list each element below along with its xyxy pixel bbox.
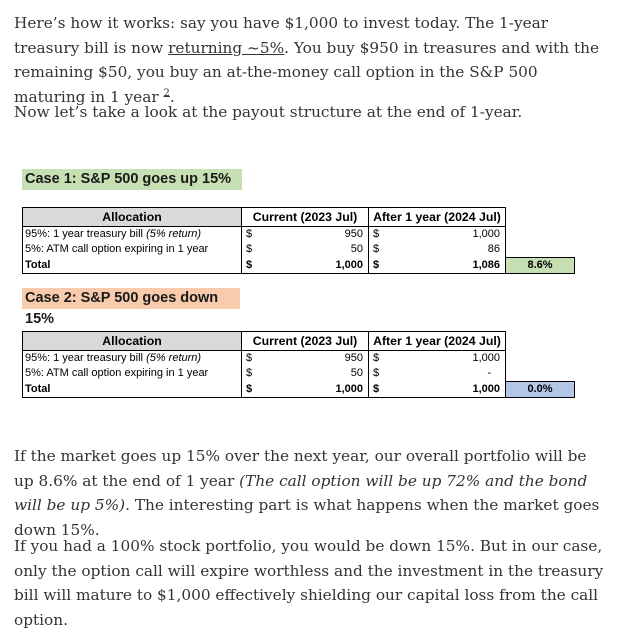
current-header: Current (2023 Jul)	[242, 208, 369, 227]
table-row	[23, 366, 575, 382]
return-percent: 0.0%	[506, 382, 575, 398]
total-after: $ 1,000	[369, 382, 506, 398]
case2-label: Case 2: S&P 500 goes down 15%	[22, 288, 240, 309]
after-value: $ 1,000	[369, 227, 506, 243]
total-current: $ 1,000	[242, 258, 369, 274]
after-value: $ -	[369, 366, 506, 382]
intro-text-2: . You buy $950 in treasures and with the remaining $50, you buy an at-the-money call option in the S&P 500 maturing in 1 year	[14, 38, 600, 106]
treasury-return-link[interactable]: returning ~5%	[168, 38, 285, 57]
current-value: $ 950	[246, 352, 363, 364]
current-header: Current (2023 Jul)	[242, 332, 369, 351]
intro-text-1: Here’s how it works: say you have $1,000 to invest today. The 1-year treasury bill is now	[14, 14, 549, 57]
table-header-row	[23, 208, 575, 227]
current-value: $ 50	[246, 367, 363, 379]
total-label: Total	[23, 258, 242, 274]
table-row	[23, 351, 575, 367]
total-after: $ 1,086	[369, 258, 506, 274]
row-label: 95%: 1 year treasury bill (5% return)	[23, 227, 242, 243]
table-row	[23, 227, 575, 243]
current-value: $ 950	[246, 228, 363, 240]
row-label: 5%: ATM call option expiring in 1 year	[23, 366, 242, 382]
analysis-paragraph: If the market goes up 15% over the next year, our overall portfolio will be up 8.6% at the end of 1 year (The call option will be up 72% and the bond will be up 5%). The interesting part is what happens when the market goes down 15%.	[14, 447, 600, 539]
total-row	[23, 258, 575, 274]
case2-table	[22, 331, 575, 398]
intro-paragraph	[14, 11, 610, 109]
payout-intro: Now let’s take a look at the payout structure at the end of 1-year.	[14, 103, 523, 121]
after-value: $ 1,000	[369, 351, 506, 367]
total-label: Total	[23, 382, 242, 398]
total-row	[23, 382, 575, 398]
total-current: $ 1,000	[242, 382, 369, 398]
footnote-link[interactable]: 2	[163, 87, 170, 99]
table-row	[23, 242, 575, 258]
row-label: 5%: ATM call option expiring in 1 year	[23, 242, 242, 258]
current-value: $ 50	[246, 243, 363, 255]
case1-table	[22, 207, 575, 274]
allocation-header: Allocation	[23, 208, 242, 227]
return-percent: 8.6%	[506, 258, 575, 274]
after-value: $ 86	[369, 242, 506, 258]
after-header: After 1 year (2024 Jul)	[369, 332, 506, 351]
row-label: 95%: 1 year treasury bill (5% return)	[23, 351, 242, 367]
after-header: After 1 year (2024 Jul)	[369, 208, 506, 227]
case1-label: Case 1: S&P 500 goes up 15%	[22, 169, 242, 190]
table-header-row	[23, 332, 575, 351]
intro-text-end: .	[169, 87, 175, 106]
allocation-header: Allocation	[23, 332, 242, 351]
conclusion-paragraph: If you had a 100% stock portfolio, you would be down 15%. But in our case, only the option call will expire worthless and the investment in the treasury bill will mature to $1,000 effectively shielding our capital loss from the call option.	[14, 537, 604, 629]
